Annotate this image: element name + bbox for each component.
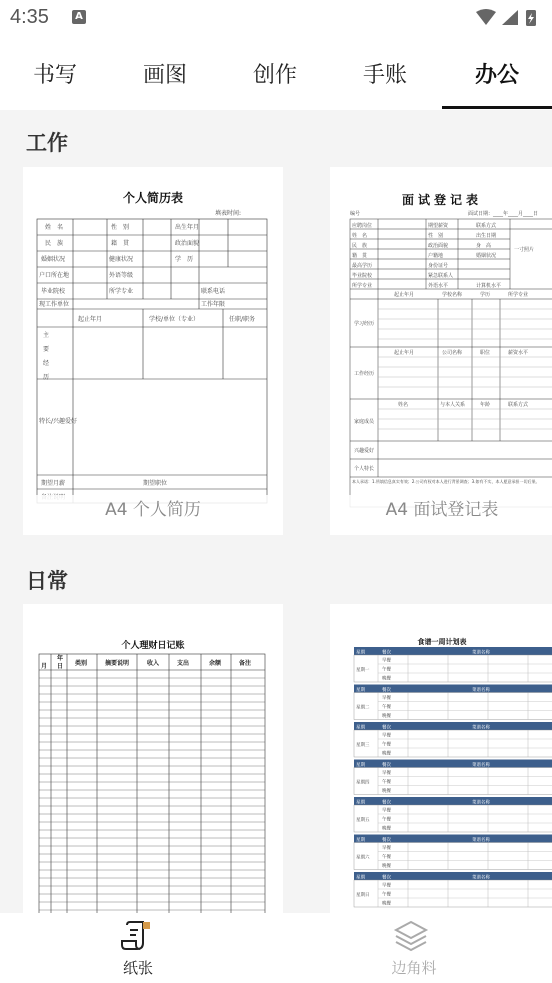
- svg-text:外语等级: 外语等级: [109, 272, 134, 279]
- svg-text:起止年月: 起止年月: [78, 316, 103, 323]
- meal-day-label: 星期一: [356, 668, 370, 673]
- wifi-icon: [476, 9, 496, 25]
- status-time: 4:35: [10, 6, 49, 28]
- svg-text:联系方式: 联系方式: [476, 223, 497, 229]
- svg-text:期望职位: 期望职位: [143, 480, 168, 487]
- meal-header-label: 星期: [356, 650, 365, 656]
- resume-preview: [23, 167, 283, 535]
- svg-text:填表时间:: 填表时间:: [215, 210, 242, 217]
- signal-icon: [502, 10, 518, 25]
- meal-day-label: 星期三: [356, 743, 370, 748]
- svg-text:性 别: 性 别: [428, 233, 444, 239]
- meal-label: 晚餐: [382, 901, 391, 907]
- svg-text:应聘岗位: 应聘岗位: [352, 223, 373, 229]
- meal-header-label: 餐次: [382, 725, 391, 731]
- svg-text:民 族: 民 族: [45, 240, 64, 247]
- meal-label: 晚餐: [382, 864, 391, 869]
- svg-text:毕业院校: 毕业院校: [41, 288, 66, 295]
- svg-text:姓 名: 姓 名: [352, 233, 368, 239]
- svg-text:收入: 收入: [147, 660, 160, 667]
- tab-drawing[interactable]: 画图: [142, 63, 187, 88]
- meal-header-label: 菜谱名称: [472, 838, 490, 843]
- svg-text:最高学历: 最高学历: [352, 263, 373, 269]
- meal-header-label: 星期: [356, 688, 365, 693]
- svg-text:身份证号: 身份证号: [428, 263, 449, 269]
- tab-writing[interactable]: 书写: [32, 63, 77, 88]
- svg-text:历: 历: [43, 374, 50, 381]
- svg-text:联系电话: 联系电话: [201, 288, 226, 295]
- svg-text:紧急联系人: 紧急联系人: [428, 273, 454, 279]
- card-caption: A4 面试登记表: [330, 495, 552, 520]
- svg-text:所学专业: 所学专业: [352, 283, 373, 289]
- svg-text:工作经历: 工作经历: [354, 371, 375, 377]
- meal-label: 早餐: [382, 733, 391, 739]
- svg-text:兴趣爱好: 兴趣爱好: [354, 448, 375, 454]
- svg-text:联系方式: 联系方式: [508, 402, 529, 408]
- meal-header-label: 菜谱名称: [472, 875, 490, 881]
- meal-label: 晚餐: [382, 676, 391, 682]
- doc-title: 面试登记表: [401, 193, 482, 207]
- bottom-navigation: [0, 913, 552, 983]
- svg-text:现工作单位: 现工作单位: [39, 301, 70, 308]
- svg-text:家庭成员: 家庭成员: [354, 419, 375, 425]
- meal-label: 晚餐: [382, 789, 391, 794]
- svg-text:毕业院校: 毕业院校: [352, 273, 373, 279]
- meal-label: 早餐: [382, 883, 391, 889]
- status-bar: [0, 0, 552, 36]
- svg-text:姓名: 姓名: [398, 402, 409, 408]
- svg-text:学历: 学历: [480, 292, 491, 298]
- meal-label: 晚餐: [382, 714, 391, 719]
- meal-header-label: 餐次: [382, 763, 391, 768]
- svg-text:外语水平: 外语水平: [428, 283, 449, 289]
- nav-scraps[interactable]: [276, 913, 552, 983]
- svg-text:身 高: 身 高: [476, 243, 492, 249]
- card-caption: A4 个人简历: [23, 495, 283, 520]
- svg-text:主: 主: [43, 332, 50, 339]
- svg-text:职位: 职位: [480, 350, 491, 356]
- svg-text:个人特长: 个人特长: [354, 466, 375, 472]
- svg-text:起止年月: 起止年月: [394, 350, 415, 356]
- meal-label: 午餐: [382, 892, 391, 898]
- nav-scraps-label: 边角料: [391, 959, 437, 977]
- tab-office[interactable]: 办公: [474, 63, 519, 88]
- svg-text:任职/职务: 任职/职务: [229, 316, 256, 323]
- meal-header-label: 餐次: [382, 838, 391, 843]
- svg-text:编号: 编号: [350, 211, 361, 217]
- system-status-icons: [474, 8, 544, 28]
- section-title-daily: 日常: [26, 569, 68, 593]
- meal-header-label: 餐次: [382, 688, 391, 693]
- meal-header-label: 菜谱名称: [472, 725, 490, 731]
- svg-text:籍 贯: 籍 贯: [111, 240, 130, 247]
- doc-title: 食谱一周计划表: [417, 638, 467, 646]
- svg-text:年龄: 年龄: [480, 402, 491, 408]
- svg-text:薪资水平: 薪资水平: [508, 350, 529, 356]
- tab-active-indicator: [442, 106, 552, 109]
- doc-title: 个人简历表: [122, 191, 183, 205]
- meal-header-label: 星期: [356, 838, 365, 843]
- meal-header-label: 菜谱名称: [472, 763, 490, 768]
- svg-text:学校名称: 学校名称: [442, 292, 463, 298]
- svg-text:经: 经: [43, 360, 50, 367]
- meal-label: 午餐: [382, 855, 391, 860]
- meal-header-label: 菜谱名称: [472, 688, 490, 693]
- meal-label: 午餐: [382, 667, 391, 673]
- app-notification-icon: A: [72, 10, 86, 24]
- template-card-meal-plan[interactable]: [330, 604, 552, 913]
- svg-text:月: 月: [41, 663, 48, 670]
- doc-title: 个人理财日记账: [121, 641, 185, 651]
- svg-text:户籍地: 户籍地: [428, 253, 444, 259]
- meal-day-label: 星期日: [356, 893, 370, 898]
- svg-text:所学专业: 所学专业: [109, 288, 134, 295]
- svg-text:要: 要: [43, 346, 50, 353]
- meal-label: 午餐: [382, 780, 391, 785]
- meal-label: 晚餐: [382, 826, 391, 832]
- meal-label: 早餐: [382, 696, 391, 701]
- svg-text:起止年月: 起止年月: [394, 292, 415, 298]
- svg-text:户口所在地: 户口所在地: [39, 272, 70, 279]
- meal-label: 午餐: [382, 817, 391, 823]
- meal-day-label: 星期二: [356, 705, 370, 711]
- svg-text:余额: 余额: [209, 660, 222, 667]
- nav-paper[interactable]: [0, 913, 276, 983]
- paper-icon: [119, 919, 153, 953]
- svg-text:姓 名: 姓 名: [45, 224, 64, 231]
- template-card-resume[interactable]: [23, 167, 283, 535]
- meal-header-label: 星期: [356, 725, 365, 731]
- svg-text:性 别: 性 别: [111, 224, 130, 231]
- svg-text:公司名称: 公司名称: [442, 350, 463, 356]
- svg-text:婚姻状况: 婚姻状况: [476, 253, 497, 259]
- svg-text:政治面貌: 政治面貌: [428, 243, 449, 249]
- layers-icon: [393, 919, 429, 953]
- svg-text:一寸照片: 一寸照片: [514, 247, 535, 253]
- meal-header-label: 星期: [356, 875, 365, 881]
- svg-text:计算机水平: 计算机水平: [476, 283, 502, 289]
- svg-text:年: 年: [57, 655, 64, 662]
- section-title-work: 工作: [26, 131, 68, 155]
- meal-day-label: 星期五: [356, 818, 370, 823]
- svg-text:学习经历: 学习经历: [354, 321, 375, 327]
- category-tabs: [0, 36, 552, 110]
- svg-text:日: 日: [57, 663, 64, 670]
- svg-text:学 历: 学 历: [175, 256, 194, 263]
- meal-label: 早餐: [382, 808, 391, 814]
- meal-day-label: 星期六: [356, 855, 370, 861]
- svg-text:政治面貌: 政治面貌: [175, 240, 200, 247]
- meal-label: 早餐: [382, 846, 391, 851]
- meal-label: 早餐: [382, 771, 391, 776]
- meal-header-label: 菜谱名称: [472, 800, 490, 806]
- meal-header-label: 餐次: [382, 800, 391, 806]
- meal-label: 午餐: [382, 742, 391, 748]
- svg-text:特长/兴趣爱好: 特长/兴趣爱好: [39, 418, 78, 425]
- svg-text:籍 贯: 籍 贯: [352, 253, 368, 259]
- svg-text:与本人关系: 与本人关系: [440, 402, 466, 408]
- svg-text:所学专业: 所学专业: [508, 292, 529, 298]
- meal-header-label: 餐次: [382, 875, 391, 881]
- meal-header-label: 星期: [356, 800, 365, 806]
- interview-preview: 编号 面试日期：____年____月____日 应聘岗位 期望薪资 联系方式 姓 名 性 别 出生日期 民 族 政治面貌 身 高 籍 贯 户籍地 婚姻状况 最高学历 身份证号 毕业院校 紧急联系人 所学专业 外语水平 计算机水平 一寸照片 起止年月 学校名称 学历 所学专业 学习经历 起止年月 公司名称 职位 薪资水平 工作经历 姓名 与本人关系 年龄 联系方式 家庭成员 兴趣爱好 个人特长 本人承诺：1.所填信息真实有效；2.公司有权对本人进行背景调查；3.如有不实，本人愿意承担一切后果。: [330, 167, 552, 535]
- svg-text:学校/单位（专业）: 学校/单位（专业）: [149, 316, 200, 323]
- meal-plan-preview: [330, 604, 552, 913]
- svg-text:婚姻状况: 婚姻状况: [41, 256, 66, 263]
- meal-label: 午餐: [382, 705, 391, 710]
- meal-header-label: 菜谱名称: [472, 650, 490, 656]
- svg-text:健康状况: 健康状况: [109, 256, 134, 263]
- svg-text:出生日期: 出生日期: [476, 233, 497, 239]
- svg-text:工作年限: 工作年限: [201, 301, 226, 308]
- svg-text:期望薪资: 期望薪资: [428, 223, 449, 229]
- svg-text:民 族: 民 族: [352, 243, 368, 249]
- tab-creation[interactable]: 创作: [252, 63, 297, 88]
- svg-text:出生年月: 出生年月: [175, 224, 200, 231]
- svg-text:摘要说明: 摘要说明: [105, 660, 130, 667]
- svg-text:类别: 类别: [75, 660, 88, 667]
- meal-label: 早餐: [382, 658, 391, 664]
- template-card-interview[interactable]: [330, 167, 552, 535]
- meal-header-label: 餐次: [382, 650, 391, 656]
- meal-header-label: 星期: [356, 763, 365, 768]
- svg-text:期望月薪: 期望月薪: [41, 480, 66, 487]
- svg-text:备注: 备注: [239, 660, 252, 667]
- svg-text:面试日期：____年____月____日: 面试日期：____年____月____日: [468, 211, 539, 217]
- tab-journal[interactable]: 手账: [362, 63, 407, 88]
- finance-preview: [23, 604, 283, 913]
- meal-day-label: 星期四: [356, 780, 370, 786]
- svg-text:支出: 支出: [177, 660, 190, 667]
- meal-label: 晚餐: [382, 751, 391, 757]
- template-card-finance[interactable]: [23, 604, 283, 913]
- nav-paper-label: 纸张: [122, 959, 153, 977]
